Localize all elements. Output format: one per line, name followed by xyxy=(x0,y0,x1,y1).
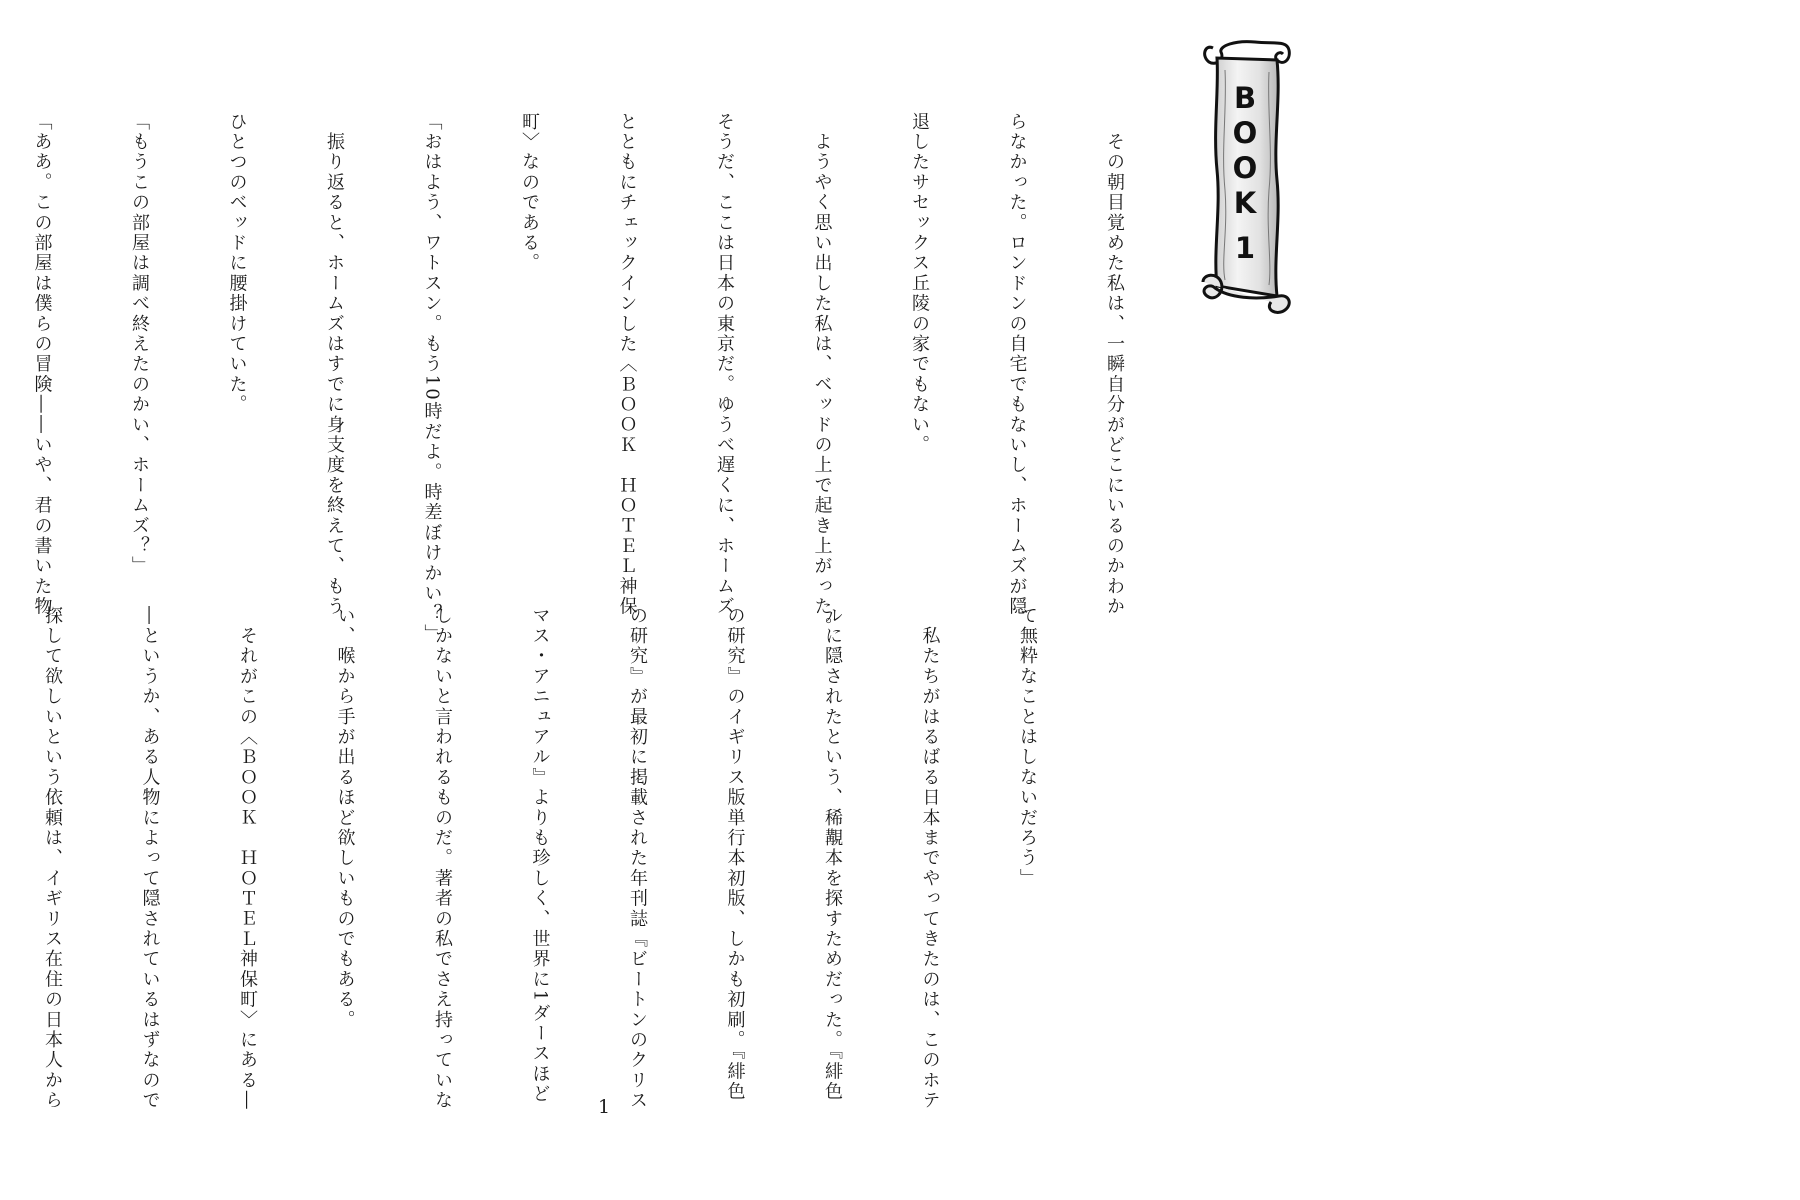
text-line: らなかった。ロンドンの自宅でもないし、ホームズが隠 xyxy=(1006,112,1028,617)
text-line: ルに隠されたという、稀覯本を探すためだった。『緋色 xyxy=(822,606,843,1102)
text-line: て無粋なことはしないだろう」 xyxy=(1017,606,1038,889)
text-line: とともにチェックインした〈ＢＯＯＫ ＨＯＴＥＬ神保 xyxy=(616,112,638,617)
text-line: ようやく思い出した私は、ベッドの上で起き上がった。 xyxy=(811,112,833,638)
text-line: の研究』が最初に掲載された年刊誌『ビートンのクリス xyxy=(627,606,648,1111)
text-line: 町〉なのである。 xyxy=(519,112,540,274)
page-number: 1 xyxy=(597,1096,611,1118)
text-line: 探して欲しいという依頼は、イギリス在住の日本人から xyxy=(42,606,63,1111)
text-line: そうだ、ここは日本の東京だ。ゆうべ遅くに、ホームズ xyxy=(714,112,735,617)
text-line: その朝目覚めた私は、一瞬自分がどこにいるのかわか xyxy=(1104,112,1125,617)
text-line: 振り返ると、ホームズはすでに身支度を終えて、もう xyxy=(324,112,345,617)
text-line: の研究』のイギリス版単行本初版、しかも初刷。『緋色 xyxy=(724,606,746,1102)
lower-text-block xyxy=(0,606,1108,1111)
text-line: 退したサセックス丘陵の家でもない。 xyxy=(909,112,930,456)
chapter-word: BOOK xyxy=(1228,80,1262,221)
text-line: 「もうこの部屋は調べ終えたのかい、ホームズ？」 xyxy=(129,112,150,577)
text-line: しかないと言われるものだ。著者の私でさえ持っていな xyxy=(432,606,453,1111)
chapter-scroll-banner xyxy=(1195,30,1295,315)
text-line: い、喉から手が出るほど欲しいものでもある。 xyxy=(334,606,356,1031)
text-line: 「ああ。この部屋は僕らの冒険――いや、君の書いた物 xyxy=(31,112,53,617)
chapter-label xyxy=(1223,80,1267,266)
text-line: それがこの〈ＢＯＯＫ ＨＯＴＥＬ神保町〉にある― xyxy=(237,606,258,1111)
text-line: マス・アニュアル』よりも珍しく、世界に1ダースほど xyxy=(529,606,551,1105)
text-line: ―というか、ある人物によって隠されているはずなので xyxy=(139,606,161,1111)
text-line: 私たちがはるばる日本までやってきたのは、このホテ xyxy=(919,606,941,1111)
chapter-number: 1 xyxy=(1228,230,1262,266)
upper-text-block xyxy=(0,112,1195,645)
text-line: ひとつのベッドに腰掛けていた。 xyxy=(226,112,248,415)
text-line: 「おはよう、ワトスン。もう10時だよ。時差ぼけかい？」 xyxy=(421,112,443,645)
